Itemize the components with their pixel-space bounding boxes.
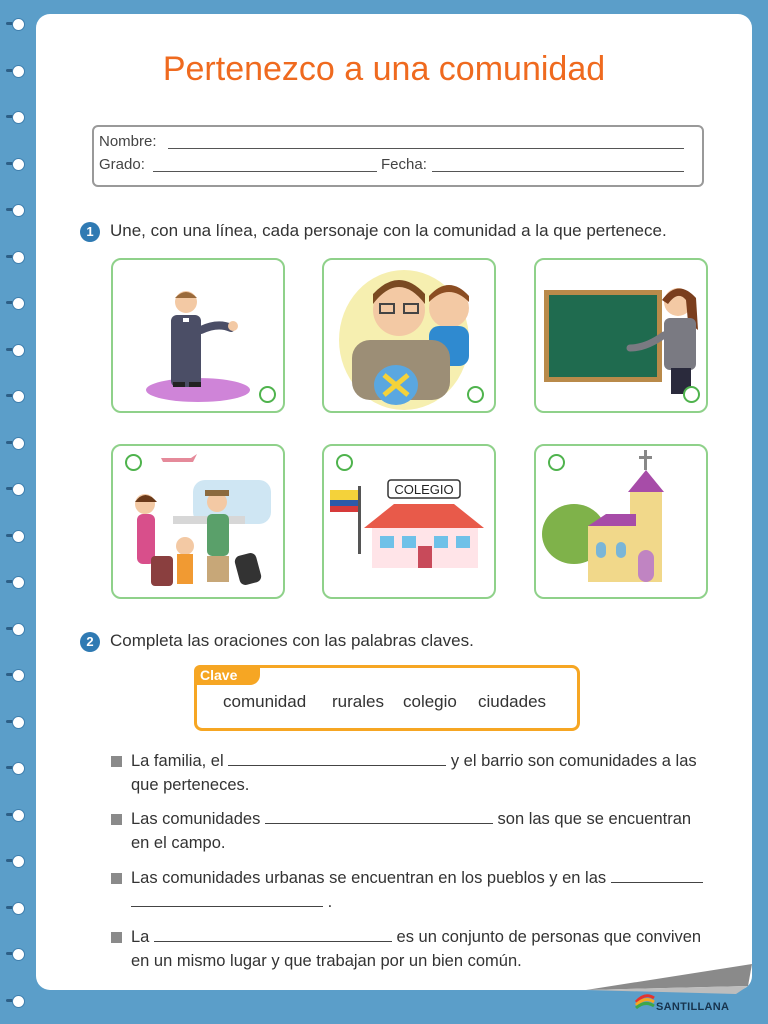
question-number-2: 2 bbox=[80, 632, 100, 652]
card-family[interactable] bbox=[322, 258, 496, 413]
card-teacher[interactable] bbox=[534, 258, 708, 413]
grado-field[interactable] bbox=[153, 171, 377, 172]
priest-illustration bbox=[113, 260, 283, 411]
sentence-2: Las comunidades son las que se encuentran en el campo. bbox=[131, 810, 692, 852]
binder-ring bbox=[6, 107, 24, 125]
bullet bbox=[111, 932, 122, 943]
binder-ring bbox=[6, 526, 24, 544]
answer-blank-continued[interactable] bbox=[131, 894, 323, 907]
answer-blank[interactable] bbox=[265, 811, 493, 824]
binder-ring bbox=[6, 758, 24, 776]
answer-blank[interactable] bbox=[228, 753, 446, 766]
binder-ring bbox=[6, 340, 24, 358]
card-priest[interactable] bbox=[111, 258, 285, 413]
match-dot[interactable] bbox=[125, 454, 142, 471]
match-dot[interactable] bbox=[336, 454, 353, 471]
card-travelers[interactable] bbox=[111, 444, 285, 599]
sentence-1: La familia, el y el barrio son comunidades a las que perteneces. bbox=[131, 752, 697, 794]
page-title: Pertenezco a una comunidad bbox=[162, 50, 606, 88]
santillana-logo-icon bbox=[634, 992, 656, 1012]
grado-label: Grado: bbox=[99, 156, 145, 173]
binder-ring bbox=[6, 14, 24, 32]
binder-ring bbox=[6, 247, 24, 265]
fecha-field[interactable] bbox=[432, 171, 684, 172]
nombre-label: Nombre: bbox=[99, 133, 157, 150]
question-number-1: 1 bbox=[80, 222, 100, 242]
binder-ring bbox=[6, 944, 24, 962]
keyword-rurales: rurales bbox=[332, 692, 384, 711]
nombre-field[interactable] bbox=[168, 148, 684, 149]
binder-ring bbox=[6, 154, 24, 172]
keyword-comunidad: comunidad bbox=[223, 692, 307, 711]
card-church[interactable] bbox=[534, 444, 708, 599]
page-curl bbox=[586, 960, 756, 994]
sentence-4: La es un conjunto de personas que conviven en un mismo lugar y que trabajan por un bien común. bbox=[131, 928, 702, 970]
binder-ring bbox=[6, 293, 24, 311]
binder-ring bbox=[6, 712, 24, 730]
answer-blank[interactable] bbox=[611, 870, 703, 883]
school-sign: COLEGIO bbox=[394, 482, 454, 497]
binder-ring bbox=[6, 433, 24, 451]
question-1-text: Une, con una línea, cada personaje con la comunidad a la que pertenece. bbox=[110, 221, 667, 240]
bullet bbox=[111, 814, 122, 825]
sentence-3: Las comunidades urbanas se encuentran en los pueblos y en las . bbox=[131, 866, 707, 914]
bullet bbox=[111, 873, 122, 884]
binder-ring bbox=[6, 991, 24, 1009]
binder-ring bbox=[6, 200, 24, 218]
keyword-colegio: colegio bbox=[403, 692, 457, 711]
card-school[interactable] bbox=[322, 444, 496, 599]
binder-ring bbox=[6, 805, 24, 823]
keyword-ciudades: ciudades bbox=[478, 692, 547, 711]
binder-ring bbox=[6, 386, 24, 404]
binder-ring bbox=[6, 619, 24, 637]
binder-ring bbox=[6, 851, 24, 869]
answer-blank[interactable] bbox=[154, 929, 392, 942]
bullet bbox=[111, 756, 122, 767]
match-dot[interactable] bbox=[259, 386, 276, 403]
binder-ring bbox=[6, 665, 24, 683]
binder-ring bbox=[6, 479, 24, 497]
binder-ring bbox=[6, 572, 24, 590]
teacher-illustration bbox=[536, 260, 706, 411]
question-2-text: Completa las oraciones con las palabras claves. bbox=[110, 631, 474, 650]
match-dot[interactable] bbox=[683, 386, 700, 403]
match-dot[interactable] bbox=[548, 454, 565, 471]
brand-name: SANTILLANA bbox=[656, 1001, 730, 1013]
keyword-box-label: Clave bbox=[194, 665, 260, 685]
fecha-label: Fecha: bbox=[381, 156, 427, 173]
match-dot[interactable] bbox=[467, 386, 484, 403]
binder-ring bbox=[6, 898, 24, 916]
binder-rings bbox=[0, 0, 40, 1024]
